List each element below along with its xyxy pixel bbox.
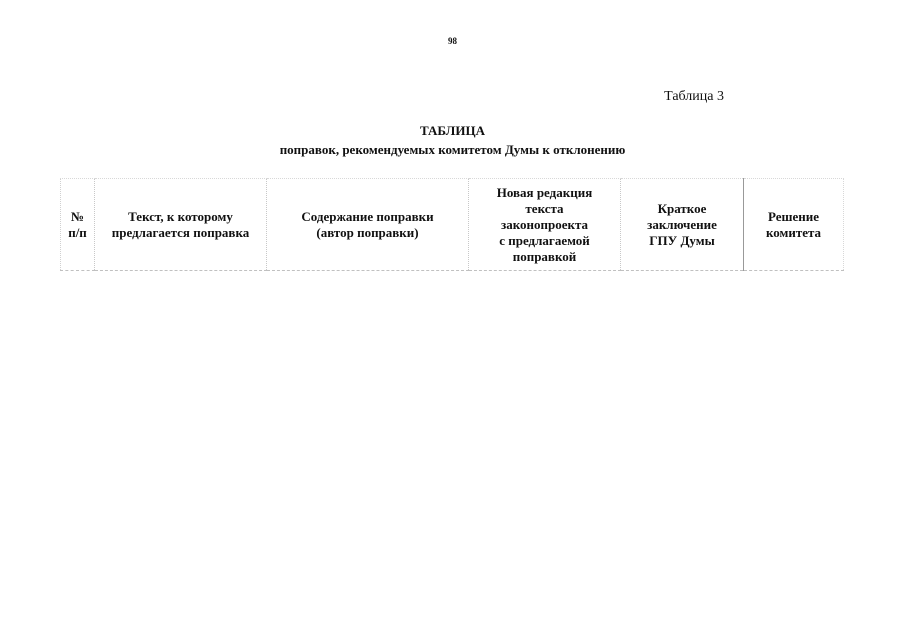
column-header-line: комитета [765, 224, 822, 240]
page-number: 98 [448, 36, 457, 46]
column-header-line: законопроекта [500, 216, 589, 232]
column-header-line: Новая редакция [496, 184, 593, 200]
column-header-line: ГПУ Думы [649, 232, 715, 248]
column-header-gpu-conclusion [621, 179, 744, 271]
column-header-line: № [70, 208, 85, 224]
column-header-line: предлагается поправка [111, 224, 250, 240]
column-header-line: п/п [68, 224, 87, 240]
column-header-line: текста [525, 200, 564, 216]
column-header-line: Текст, к которому [128, 208, 233, 224]
column-header-line: Содержание поправки [301, 208, 434, 224]
column-header-number [61, 179, 95, 271]
column-header-new-wording [469, 179, 621, 271]
column-header-line: Краткое [657, 200, 707, 216]
table-header-row [61, 179, 844, 271]
column-header-line: (автор поправки) [316, 224, 419, 240]
column-header-line: поправкой [512, 248, 577, 264]
column-header-committee-decision [744, 179, 844, 271]
column-header-line: с предлагаемой [499, 232, 590, 248]
column-header-original-text [95, 179, 267, 271]
document-subtitle: поправок, рекомендуемых комитетом Думы к отклонению [279, 142, 626, 157]
document-title: ТАБЛИЦА [420, 123, 485, 138]
column-header-line: заключение [647, 216, 717, 232]
amendments-table [60, 178, 844, 271]
table-caption: Таблица 3 [664, 89, 724, 104]
column-header-line: Решение [767, 208, 820, 224]
column-header-amendment-content [267, 179, 469, 271]
